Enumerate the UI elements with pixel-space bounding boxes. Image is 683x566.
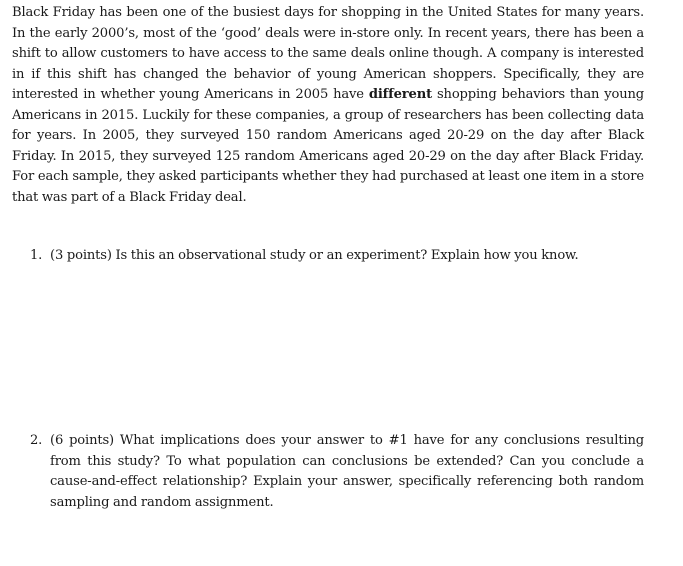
intro-emphasis: different: [368, 87, 433, 102]
intro-text-start: Black Friday has been one of the busiest days for shopping in the United States for many years. In the early 2000’s, most of the ‘good’ deals were in-store only. In recent years, there has been a shift to allow customers to have access to the same deals online though. A company is interested in if this shift has changed the behavior of young American shoppers. Specifically, they are interested in whether young Americans in 2005 have: [12, 5, 644, 102]
question-1-number: 1.: [30, 248, 43, 263]
question-2-text: (6 points) What implications does your answer to #1 have for any conclusions resulting from this study? To what population can conclusions be extended? Can you conclude a cause-and-effect relationship? Explain your answer, specifically referencing both random sampling and random assignment.: [50, 433, 644, 510]
intro-text-end: shopping behaviors than young Americans in 2015. Luckily for these companies, a group of researchers has been collecting data for years. In 2005, they surveyed 150 random Americans aged 20-29 on the day after Black Friday. In 2015, they surveyed 125 random Americans aged 20-29 on the day after Black Friday. For each sample, they asked participants whether they had purchased at least one item in a store that was part of a Black Friday deal.: [12, 87, 644, 205]
question-2-number: 2.: [30, 433, 43, 448]
question-1: [30, 246, 644, 267]
question-2: [30, 431, 644, 513]
question-1-text: (3 points) Is this an observational study or an experiment? Explain how you know.: [50, 248, 579, 263]
